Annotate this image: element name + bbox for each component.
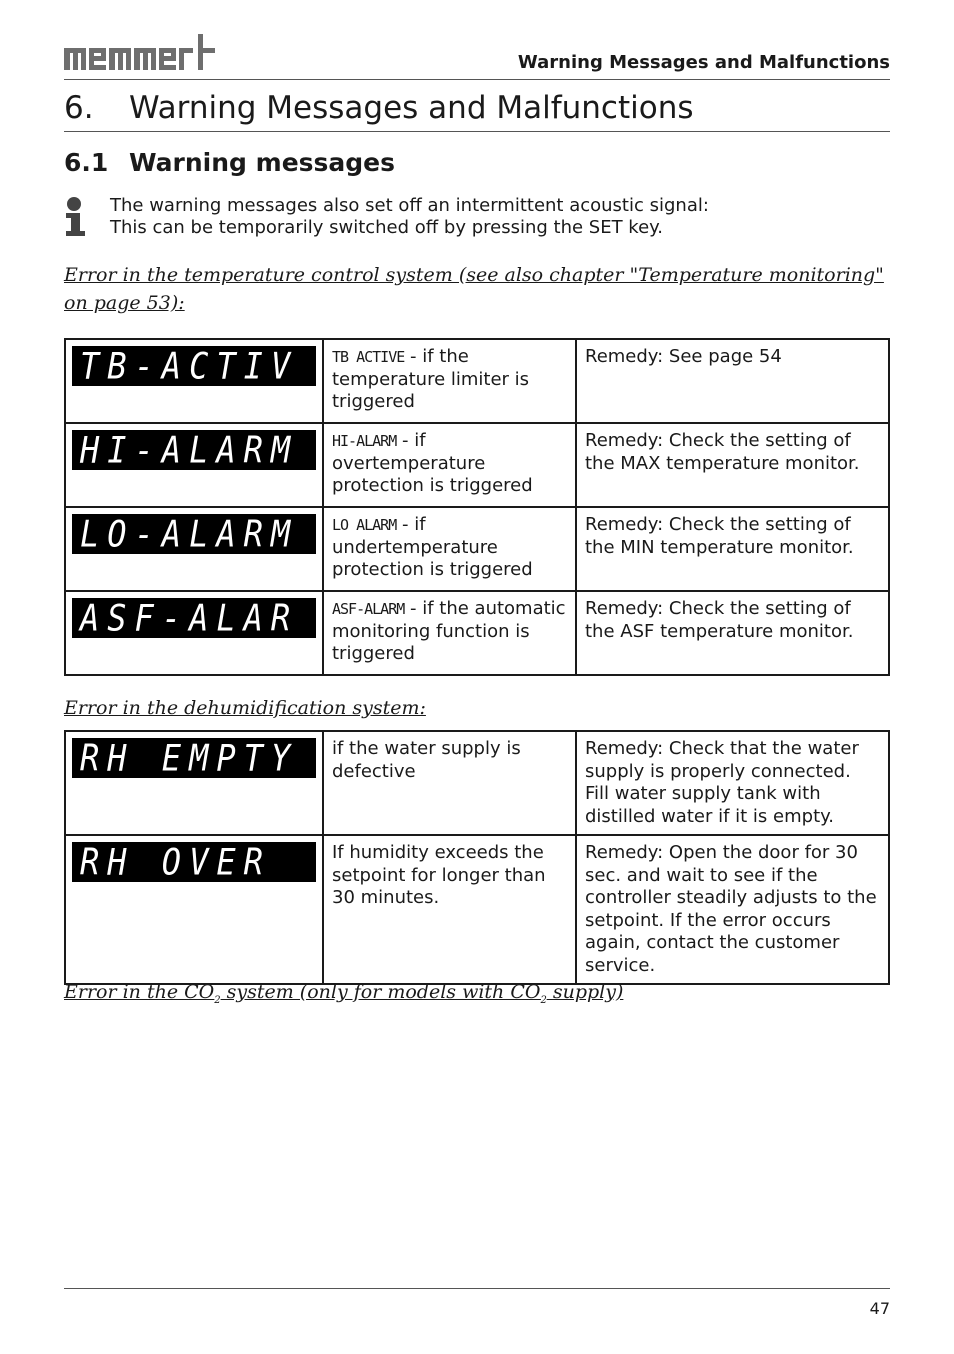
running-head: Warning Messages and Malfunctions [517, 52, 890, 73]
table-row [65, 339, 889, 423]
temperature-error-heading: Error in the temperature control system (see also chapter "Temperature monitoring" on page 53): [64, 264, 884, 314]
chapter-title: Warning Messages and Malfunctions [129, 90, 694, 126]
subscript: 2 [540, 994, 547, 1006]
co2-heading-part: supply) [546, 981, 624, 1003]
lcd-display [72, 735, 316, 780]
lcd-text: ASF-ALAR [80, 595, 299, 640]
table-row [65, 591, 889, 675]
condition-cell [323, 591, 576, 675]
remedy-cell: Remedy: Check the setting of the ASF temperature monitor. [576, 591, 889, 675]
lcd-text: RH EMPTY [80, 735, 299, 780]
temperature-error-table [64, 338, 890, 676]
lcd-display [72, 343, 316, 388]
display-cell [65, 591, 323, 675]
table-row [65, 731, 889, 835]
info-line-1: The warning messages also set off an intermittent acoustic signal: [110, 195, 709, 216]
lcd-display [72, 427, 316, 472]
table-row [65, 423, 889, 507]
remedy-cell: Remedy: Check that the water supply is properly connected. Fill water supply tank with distilled water if it is empty. [576, 731, 889, 835]
page-header [64, 30, 890, 80]
error-condition: - if the automatic monitoring function is triggered [332, 598, 566, 664]
dehumidification-error-heading: Error in the dehumidification system: [64, 697, 426, 719]
display-cell [65, 731, 323, 835]
lcd-display [72, 511, 316, 556]
error-condition: - if the temperature limiter is triggered [332, 346, 530, 412]
lcd-display [72, 839, 316, 884]
remedy-cell: Remedy: See page 54 [576, 339, 889, 423]
remedy-cell: Remedy: Check the setting of the MAX temperature monitor. [576, 423, 889, 507]
condition-cell: If humidity exceeds the setpoint for longer than 30 minutes. [323, 835, 576, 984]
condition-cell [323, 423, 576, 507]
memmert-logo [64, 32, 216, 72]
chapter-heading [64, 90, 890, 132]
error-code: TB ACTIVE [332, 348, 405, 366]
condition-cell: if the water supply is defective [323, 731, 576, 835]
lcd-text: LO-ALARM [80, 511, 299, 556]
info-note [110, 195, 709, 239]
lcd-text: TB-ACTIV [80, 343, 299, 388]
lcd-display [72, 595, 316, 640]
info-line-2: This can be temporarily switched off by pressing the SET key. [110, 217, 663, 238]
co2-heading-part: system (only for models with CO [220, 981, 541, 1003]
info-icon [64, 197, 88, 237]
dehumidification-error-table [64, 730, 890, 985]
remedy-cell: Remedy: Check the setting of the MIN temperature monitor. [576, 507, 889, 591]
display-cell [65, 507, 323, 591]
section-number: 6.1 [64, 148, 109, 177]
co2-heading-part: Error in the CO [64, 981, 215, 1003]
lcd-text: RH OVER [80, 839, 271, 884]
condition-cell [323, 507, 576, 591]
error-code: HI-ALARM [332, 432, 397, 450]
page-number: 47 [869, 1299, 890, 1318]
section-title: Warning messages [129, 148, 396, 177]
subscript: 2 [214, 994, 221, 1006]
chapter-number: 6. [64, 90, 94, 126]
table-row [65, 507, 889, 591]
display-cell [65, 423, 323, 507]
error-code: ASF-ALARM [332, 600, 405, 618]
co2-error-heading [64, 978, 623, 1015]
error-condition: - if overtemperature protection is triggered [332, 430, 533, 496]
display-cell [65, 339, 323, 423]
remedy-cell: Remedy: Open the door for 30 sec. and wait to see if the controller steadily adjusts to the setpoint. If the error occurs again, contact the customer service. [576, 835, 889, 984]
error-condition: - if undertemperature protection is triggered [332, 514, 533, 580]
display-cell [65, 835, 323, 984]
lcd-text: HI-ALARM [80, 427, 299, 472]
error-code: LO ALARM [332, 516, 397, 534]
table-row [65, 835, 889, 984]
condition-cell [323, 339, 576, 423]
footer-divider [64, 1288, 890, 1289]
